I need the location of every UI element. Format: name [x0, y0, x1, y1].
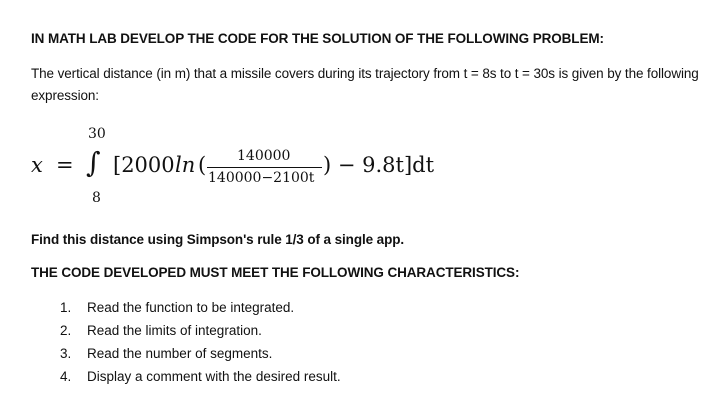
list-item: [60, 342, 341, 365]
open-paren: (: [198, 153, 207, 177]
list-item: [60, 365, 341, 388]
integral-sign: ∫: [86, 146, 101, 179]
fraction-denominator: 140000−2100t: [208, 170, 315, 186]
list-item-text: Read the function to be integrated.: [87, 300, 295, 315]
fraction-numerator: 140000: [237, 148, 291, 164]
problem-intro: The vertical distance (in m) that a missile covers during its trajectory from t = 8s to t = 30s is given by the following expression:: [31, 66, 699, 103]
list-item-text: Read the limits of integration.: [87, 323, 262, 338]
task-statement: Find this distance using Simpson's rule 1/3 of a single app.: [31, 232, 405, 247]
equation-lhs: x: [31, 153, 43, 177]
document-title: IN MATH LAB DEVELOP THE CODE FOR THE SOLUTION OF THE FOLLOWING PROBLEM:: [31, 31, 604, 46]
equation-equals: =: [56, 153, 74, 177]
list-item: [60, 296, 341, 319]
list-item-number: 2.: [60, 323, 72, 338]
fraction-bar: [207, 167, 322, 168]
expression-tail: ) − 9.8t]dt: [323, 153, 435, 177]
ln-function: ln: [175, 153, 196, 177]
list-item: [60, 319, 341, 342]
expression-coefficient: [2000: [113, 153, 175, 177]
list-item-number: 1.: [60, 300, 72, 315]
list-item-number: 3.: [60, 346, 72, 361]
integral-upper-limit: 30: [88, 126, 106, 142]
requirements-list: [60, 296, 341, 388]
integral-lower-limit: 8: [92, 190, 101, 206]
list-item-text: Read the number of segments.: [87, 346, 273, 361]
list-item-number: 4.: [60, 369, 72, 384]
requirements-heading: THE CODE DEVELOPED MUST MEET THE FOLLOWING CHARACTERISTICS:: [31, 265, 520, 280]
list-item-text: Display a comment with the desired result.: [87, 369, 341, 384]
